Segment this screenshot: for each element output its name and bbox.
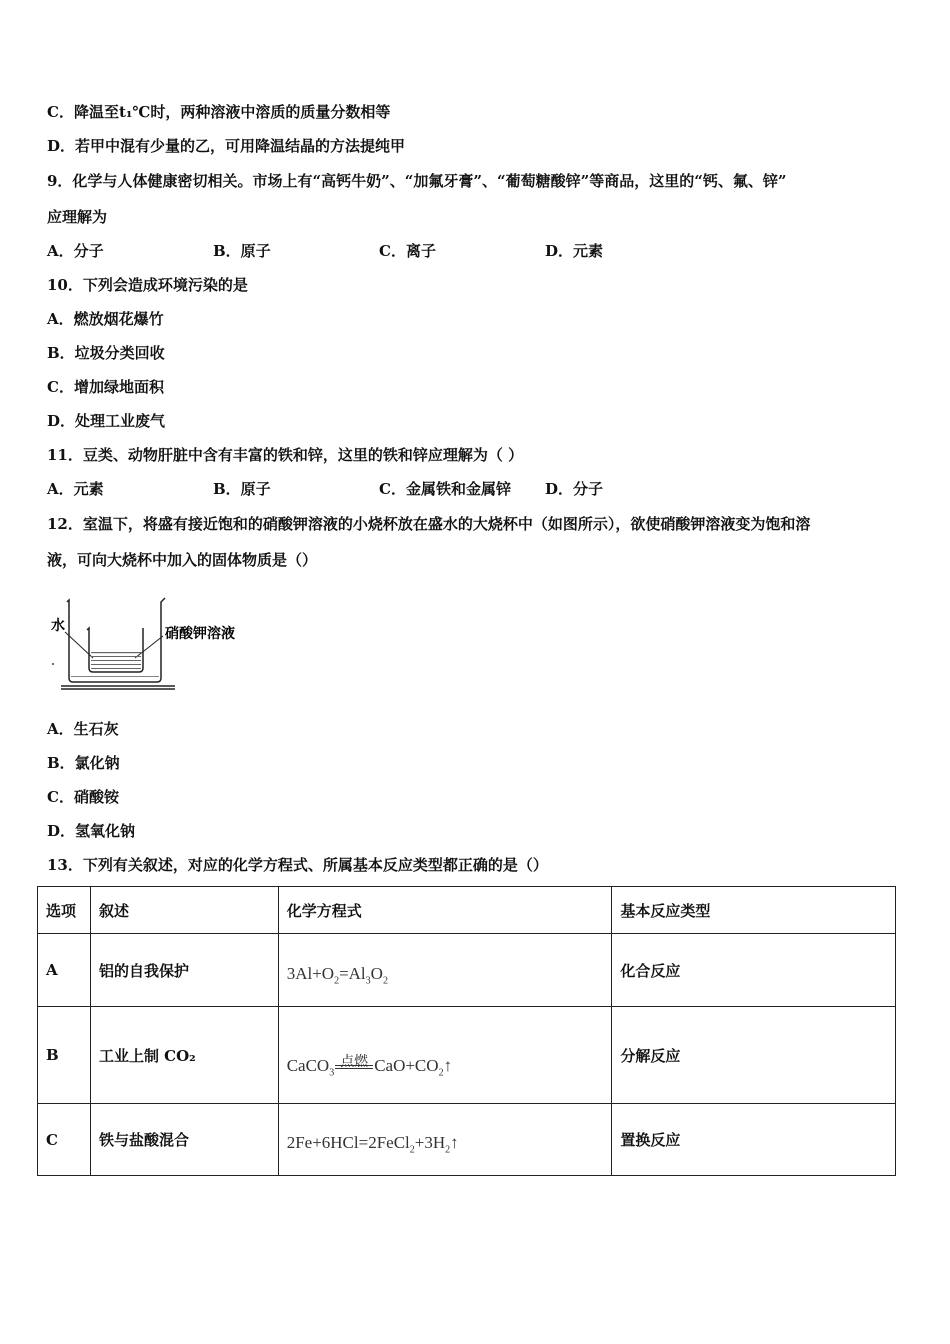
header-option: 选项 [38,887,91,934]
q12-stem-line2: 液，可向大烧杯中加入的固体物质是（） [47,551,318,569]
header-equation: 化学方程式 [278,887,612,934]
row-equation: CaCO$_3$ 点燃 $CaO+CO_2↑$ [278,1007,612,1104]
q12-option-b: B．氯化钠 [47,754,120,772]
q13-table [37,886,896,1176]
water-label: 水 [51,618,65,634]
header-reaction-type: 基本反应类型 [612,887,896,934]
row-description: 铁与盐酸混合 [90,1104,278,1176]
q11-option-a: A．元素 [47,480,104,498]
q9-options [47,241,603,261]
row-reaction-type: 化合反应 [612,934,896,1007]
reaction-condition: 点燃 [340,1054,369,1070]
q11-stem: 11．豆类、动物肝脏中含有丰富的铁和锌，这里的铁和锌应理解为（ ） [47,446,524,464]
q9-option-c: C．离子 [379,242,436,260]
q13-stem: 13．下列有关叙述，对应的化学方程式、所属基本反应类型都正确的是（） [47,856,548,874]
q10-option-d: D．处理工业废气 [47,412,166,430]
solution-label: 硝酸钾溶液 [165,626,235,642]
row-description: 铝的自我保护 [90,934,278,1007]
q10-stem: 10．下列会造成环境污染的是 [47,276,248,294]
row-description: 工业上制 CO₂ [90,1007,278,1104]
row-reaction-type: 分解反应 [612,1007,896,1104]
q12-option-d: D．氢氧化钠 [47,822,136,840]
header-description: 叙述 [90,887,278,934]
q9-stem-line2: 应理解为 [47,208,108,226]
q8-option-c: C．降温至t₁℃时，两种溶液中溶质的质量分数相等 [47,103,391,121]
row-reaction-type: 置换反应 [612,1104,896,1176]
q8-option-d: D．若甲中混有少量的乙，可用降温结晶的方法提纯甲 [47,137,406,155]
row-equation: $2Fe+6HCl=2FeCl_2+3H_2↑$ [278,1104,612,1176]
q12-option-a: A．生石灰 [47,720,119,738]
table-row [38,1007,896,1104]
q12-option-c: C．硝酸铵 [47,788,119,806]
q12-stem-line1: 12．室温下，将盛有接近饱和的硝酸钾溶液的小烧杯放在盛水的大烧杯中（如图所示），欲使硝酸钾溶液变为饱和溶 [47,515,811,533]
q9-stem-line1: 9．化学与人体健康密切相关。市场上有“高钙牛奶”、“加氟牙膏”、“葡萄糖酸锌”等商品，这里的“钙、氟、锌” [47,172,787,190]
q11-option-b: B．原子 [213,480,271,498]
q10-option-c: C．增加绿地面积 [47,378,164,396]
beaker-figure [47,590,247,690]
row-equation: $3Al+O_2=Al_3O_2$ [278,934,612,1007]
row-option: A [38,934,91,1007]
table-row [38,1104,896,1176]
table-row [38,934,896,1007]
q10-option-a: A．燃放烟花爆竹 [47,310,164,328]
row-option: C [38,1104,91,1176]
q9-option-b: B．原子 [213,242,271,260]
q9-option-a: A．分子 [47,242,104,260]
q11-option-d: D．分子 [545,480,604,498]
row-option: B [38,1007,91,1104]
q11-options [47,479,603,499]
table-header-row [38,887,896,934]
q10-option-b: B．垃圾分类回收 [47,344,165,362]
q11-option-c: C．金属铁和金属锌 [379,480,511,498]
q9-option-d: D．元素 [545,242,604,260]
